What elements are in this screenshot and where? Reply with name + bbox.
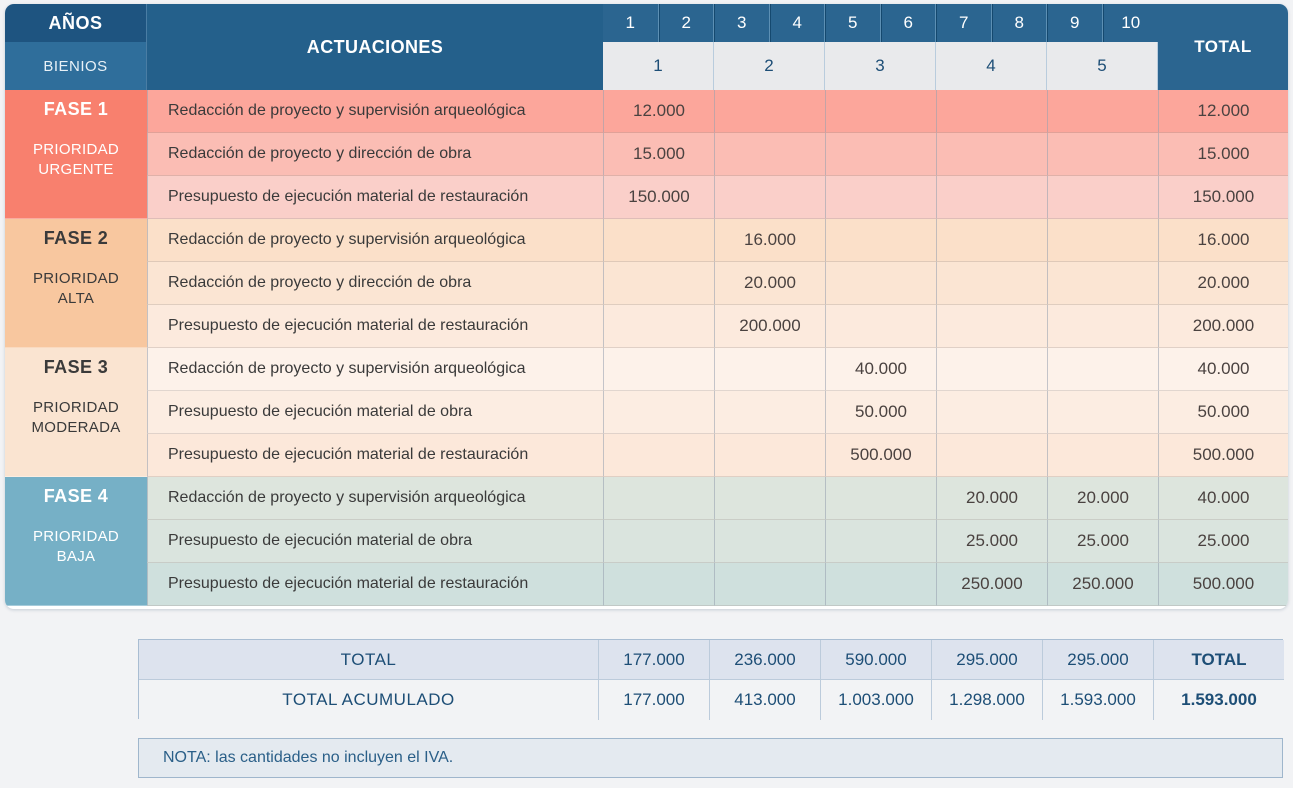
accumulated-value-biennium-1: 177.000 (599, 680, 710, 720)
phase-label-4 (5, 477, 147, 606)
amount-cell-biennium-4 (936, 219, 1047, 262)
phase-title: FASE 1 (43, 99, 109, 119)
header-year-2: 2 (659, 4, 715, 42)
amount-cell-biennium-1 (603, 477, 714, 520)
main-table-grid (5, 4, 1288, 609)
row-total-cell: 20.000 (1158, 262, 1288, 305)
row-total-cell: 200.000 (1158, 305, 1288, 348)
amount-cell-biennium-3 (825, 176, 936, 219)
header-biennium-5: 5 (1047, 42, 1158, 90)
header-year-3: 3 (714, 4, 770, 42)
header-biennium-3: 3 (825, 42, 936, 90)
phase-label-1 (5, 90, 147, 219)
amount-cell-biennium-1 (603, 348, 714, 391)
phase-priority: PRIORIDAD URGENTE (32, 141, 120, 179)
amount-cell-biennium-1: 150.000 (603, 176, 714, 219)
actuacion-label: Presupuesto de ejecución material de restauración (147, 563, 603, 606)
amount-cell-biennium-3: 500.000 (825, 434, 936, 477)
note-banner (138, 738, 1283, 778)
actuacion-label: Presupuesto de ejecución material de obra (147, 520, 603, 563)
amount-cell-biennium-3 (825, 305, 936, 348)
amount-cell-biennium-5: 250.000 (1047, 563, 1158, 606)
amount-cell-biennium-4 (936, 90, 1047, 133)
header-year-8: 8 (992, 4, 1048, 42)
row-total-cell: 500.000 (1158, 434, 1288, 477)
phase-title: FASE 2 (43, 228, 109, 248)
amount-cell-biennium-4 (936, 305, 1047, 348)
accumulated-value-biennium-3: 1.003.000 (821, 680, 932, 720)
amount-cell-biennium-1 (603, 305, 714, 348)
amount-cell-biennium-5 (1047, 176, 1158, 219)
amount-cell-biennium-5 (1047, 305, 1158, 348)
amount-cell-biennium-4 (936, 133, 1047, 176)
amount-cell-biennium-2 (714, 477, 825, 520)
header-year-6: 6 (881, 4, 937, 42)
amount-cell-biennium-3 (825, 520, 936, 563)
phase-priority: PRIORIDAD BAJA (32, 528, 120, 566)
amount-cell-biennium-1 (603, 520, 714, 563)
amount-cell-biennium-2 (714, 391, 825, 434)
phase-priority: PRIORIDAD ALTA (32, 270, 120, 308)
header-biennium-1: 1 (603, 42, 714, 90)
amount-cell-biennium-2 (714, 176, 825, 219)
header-year-10: 10 (1103, 4, 1159, 42)
totals-value-biennium-3: 590.000 (821, 640, 932, 680)
phase-label-2 (5, 219, 147, 348)
amount-cell-biennium-5 (1047, 434, 1158, 477)
totals-value-biennium-1: 177.000 (599, 640, 710, 680)
header-year-1: 1 (603, 4, 659, 42)
header-biennium-2: 2 (714, 42, 825, 90)
phase-title: FASE 4 (43, 486, 109, 506)
row-total-cell: 150.000 (1158, 176, 1288, 219)
totals-grand-label: TOTAL (1154, 640, 1284, 680)
amount-cell-biennium-1 (603, 219, 714, 262)
amount-cell-biennium-4 (936, 434, 1047, 477)
actuacion-label: Presupuesto de ejecución material de restauración (147, 176, 603, 219)
amount-cell-biennium-2 (714, 434, 825, 477)
amount-cell-biennium-3: 40.000 (825, 348, 936, 391)
row-total-cell: 40.000 (1158, 477, 1288, 520)
accumulated-value-biennium-2: 413.000 (710, 680, 821, 720)
amount-cell-biennium-5 (1047, 391, 1158, 434)
actuacion-label: Redacción de proyecto y supervisión arqueológica (147, 477, 603, 520)
header-anios: AÑOS (5, 4, 147, 42)
amount-cell-biennium-4 (936, 391, 1047, 434)
amount-cell-biennium-2 (714, 133, 825, 176)
amount-cell-biennium-5 (1047, 262, 1158, 305)
header-biennium-4: 4 (936, 42, 1047, 90)
note-text: NOTA: las cantidades no incluyen el IVA. (163, 749, 454, 766)
amount-cell-biennium-4 (936, 348, 1047, 391)
row-total-cell: 500.000 (1158, 563, 1288, 606)
amount-cell-biennium-5: 25.000 (1047, 520, 1158, 563)
amount-cell-biennium-1 (603, 563, 714, 606)
amount-cell-biennium-5 (1047, 219, 1158, 262)
main-phases-table (5, 4, 1288, 609)
amount-cell-biennium-3 (825, 90, 936, 133)
amount-cell-biennium-1: 15.000 (603, 133, 714, 176)
actuacion-label: Redacción de proyecto y dirección de obra (147, 133, 603, 176)
actuacion-label: Redacción de proyecto y supervisión arqueológica (147, 219, 603, 262)
phase-title: FASE 3 (43, 357, 109, 377)
amount-cell-biennium-5 (1047, 133, 1158, 176)
amount-cell-biennium-2: 16.000 (714, 219, 825, 262)
totals-row-label: TOTAL (139, 640, 599, 680)
actuacion-label: Presupuesto de ejecución material de obra (147, 391, 603, 434)
row-total-cell: 12.000 (1158, 90, 1288, 133)
amount-cell-biennium-2 (714, 520, 825, 563)
actuacion-label: Redacción de proyecto y supervisión arqueológica (147, 348, 603, 391)
amount-cell-biennium-2 (714, 563, 825, 606)
row-total-cell: 50.000 (1158, 391, 1288, 434)
amount-cell-biennium-2 (714, 348, 825, 391)
actuacion-label: Redacción de proyecto y supervisión arqueológica (147, 90, 603, 133)
amount-cell-biennium-2 (714, 90, 825, 133)
amount-cell-biennium-1 (603, 391, 714, 434)
header-bienios: BIENIOS (5, 42, 147, 90)
header-year-9: 9 (1047, 4, 1103, 42)
header-total-column: TOTAL (1158, 4, 1288, 90)
amount-cell-biennium-3 (825, 262, 936, 305)
amount-cell-biennium-3 (825, 133, 936, 176)
accumulated-value-biennium-4: 1.298.000 (932, 680, 1043, 720)
actuacion-label: Presupuesto de ejecución material de restauración (147, 305, 603, 348)
accumulated-value-biennium-5: 1.593.000 (1043, 680, 1154, 720)
actuacion-label: Presupuesto de ejecución material de restauración (147, 434, 603, 477)
accumulated-row-label: TOTAL ACUMULADO (139, 680, 599, 720)
amount-cell-biennium-3 (825, 563, 936, 606)
row-total-cell: 15.000 (1158, 133, 1288, 176)
row-total-cell: 16.000 (1158, 219, 1288, 262)
header-year-5: 5 (825, 4, 881, 42)
row-total-cell: 40.000 (1158, 348, 1288, 391)
phase-priority: PRIORIDAD MODERADA (31, 399, 121, 437)
actuacion-label: Redacción de proyecto y dirección de obra (147, 262, 603, 305)
header-year-7: 7 (936, 4, 992, 42)
amount-cell-biennium-4: 25.000 (936, 520, 1047, 563)
totals-value-biennium-4: 295.000 (932, 640, 1043, 680)
amount-cell-biennium-1: 12.000 (603, 90, 714, 133)
amount-cell-biennium-3 (825, 219, 936, 262)
amount-cell-biennium-3: 50.000 (825, 391, 936, 434)
amount-cell-biennium-1 (603, 434, 714, 477)
header-year-4: 4 (770, 4, 826, 42)
amount-cell-biennium-5 (1047, 348, 1158, 391)
totals-summary-table (138, 639, 1283, 719)
amount-cell-biennium-4 (936, 176, 1047, 219)
amount-cell-biennium-3 (825, 477, 936, 520)
totals-value-biennium-5: 295.000 (1043, 640, 1154, 680)
amount-cell-biennium-2: 200.000 (714, 305, 825, 348)
amount-cell-biennium-2: 20.000 (714, 262, 825, 305)
accumulated-grand-total: 1.593.000 (1154, 680, 1284, 720)
row-total-cell: 25.000 (1158, 520, 1288, 563)
header-years-strip (603, 4, 1158, 42)
amount-cell-biennium-4 (936, 262, 1047, 305)
header-actuaciones: ACTUACIONES (147, 4, 603, 90)
amount-cell-biennium-1 (603, 262, 714, 305)
phase-label-3 (5, 348, 147, 477)
totals-value-biennium-2: 236.000 (710, 640, 821, 680)
amount-cell-biennium-4: 250.000 (936, 563, 1047, 606)
amount-cell-biennium-4: 20.000 (936, 477, 1047, 520)
amount-cell-biennium-5: 20.000 (1047, 477, 1158, 520)
amount-cell-biennium-5 (1047, 90, 1158, 133)
